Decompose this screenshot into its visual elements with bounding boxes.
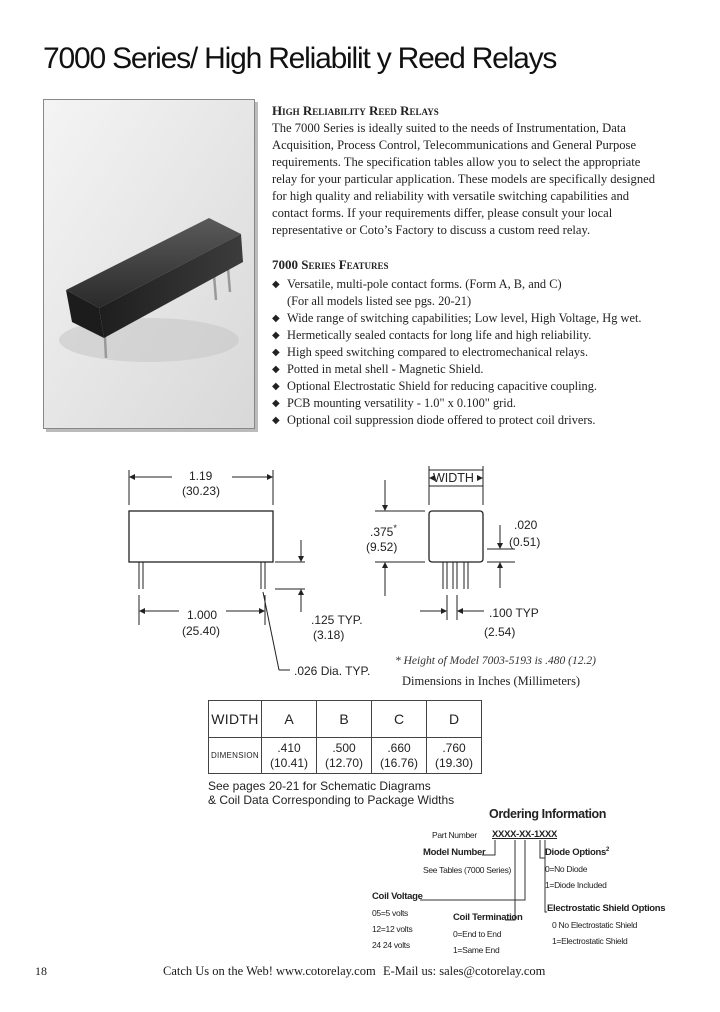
part-number-label: Part Number <box>432 830 477 840</box>
feature-item: ◆ Optional coil suppression diode offered to protect coil drivers. <box>272 413 596 427</box>
ordering-title: Ordering Information <box>489 807 607 821</box>
coil-termination-option: 0=End to End <box>453 929 502 939</box>
height-mm: (9.52) <box>366 540 398 554</box>
shield-option: 1=Electrostatic Shield <box>552 936 628 946</box>
table-cell: .500 (12.70) <box>317 738 372 774</box>
table-header-cell: B <box>317 701 372 738</box>
standoff-mm: (0.51) <box>509 535 541 549</box>
grid-inches: .100 TYP <box>489 606 539 620</box>
units-note: Dimensions in Inches (Millimeters) <box>402 674 581 688</box>
intro-heading: High Reliability Reed Relays <box>272 103 439 118</box>
page-number: 18 <box>35 964 47 978</box>
diode-option: 0=No Diode <box>545 864 588 874</box>
width-label: WIDTH <box>433 471 474 485</box>
pin-length-mm: (3.18) <box>313 628 345 642</box>
table-cell: .410 (10.41) <box>262 738 317 774</box>
feature-item: ◆ Wide range of switching capabilities; Low level, High Voltage, Hg wet. <box>272 311 642 325</box>
model-number-note: See Tables (7000 Series) <box>423 865 512 875</box>
coil-termination-option: 1=Same End <box>453 945 500 955</box>
height-note: * Height of Model 7003-5193 is .480 (12.2) <box>395 655 596 667</box>
length-inches: 1.19 <box>189 469 213 483</box>
bullet-icon: ◆ <box>272 313 280 324</box>
part-number-code: XXXX-XX-1XXX <box>492 829 558 840</box>
feature-item: ◆ Potted in metal shell - Magnetic Shield. <box>272 362 484 376</box>
feature-item: ◆ High speed switching compared to electromechanical relays. <box>272 345 589 359</box>
footer-web-link[interactable]: Catch Us on the Web! www.cotorelay.com <box>163 964 376 978</box>
pin-length-inches: .125 TYP. <box>311 613 363 627</box>
bullet-icon: ◆ <box>272 415 280 426</box>
features-heading: 7000 Series Features <box>272 257 389 272</box>
grid-mm: (2.54) <box>484 625 516 639</box>
feature-item: ◆ Optional Electrostatic Shield for reducing capacitive coupling. <box>272 379 598 393</box>
table-header-cell: C <box>372 701 427 738</box>
table-row-label: DIMENSION <box>209 738 262 774</box>
coil-voltage-title: Coil Voltage <box>372 891 423 902</box>
height-inches: .375* <box>370 523 397 539</box>
pin-diameter: .026 Dia. TYP. <box>294 664 371 678</box>
shield-option: 0 No Electrostatic Shield <box>552 920 638 930</box>
shield-options-title: Electrostatic Shield Options <box>547 903 666 914</box>
model-number-label: Model Number <box>423 847 486 858</box>
feature-item: ◆ PCB mounting versatility - 1.0" x 0.100" grid. <box>272 396 517 410</box>
bullet-icon: ◆ <box>272 279 280 290</box>
table-cell: .760 (19.30) <box>427 738 482 774</box>
feature-item: ◆ Versatile, multi-pole contact forms. (Form A, B, and C) <box>272 277 562 291</box>
bullet-icon: ◆ <box>272 381 280 392</box>
table-header-label: WIDTH <box>209 701 262 738</box>
diode-option: 1=Diode Included <box>545 880 607 890</box>
coil-voltage-option: 24 24 volts <box>372 940 410 950</box>
bullet-icon: ◆ <box>272 347 280 358</box>
feature-item: ◆ Hermetically sealed contacts for long life and high reliability. <box>272 328 592 342</box>
table-cell: .660 (16.76) <box>372 738 427 774</box>
pin-spacing-mm: (25.40) <box>182 624 221 638</box>
standoff-inches: .020 <box>514 518 538 532</box>
bullet-icon: ◆ <box>272 398 280 409</box>
diode-options-title: Diode Options$^2$ <box>545 847 610 859</box>
table-header-cell: A <box>262 701 317 738</box>
bullet-icon: ◆ <box>272 330 280 341</box>
length-mm: (30.23) <box>182 484 221 498</box>
footer-email-link[interactable]: E-Mail us: sales@cotorelay.com <box>383 964 546 978</box>
page-title: 7000 Series/ High Reliabilit y Reed Relays <box>43 42 557 75</box>
intro-paragraph: The 7000 Series is ideally suited to the needs of Instrumentation, Data Acquisition, Process Control, Telecommunications and General Purpose requirements. The specification tables allow you to select the appropriate relay for your particular application. These models are specifically designed for high quality and reliability with versatile switching capabilities and contact forms. If your requirements differ, please consult your local representative or Coto’s Factory to discuss a custom reed relay. <box>272 121 656 237</box>
bullet-icon: ◆ <box>272 364 280 375</box>
coil-voltage-option: 12=12 volts <box>372 924 413 934</box>
coil-termination-title: Coil Termination <box>453 912 523 923</box>
see-pages-note: See pages 20-21 for Schematic Diagrams & Coil Data Corresponding to Package Widths <box>208 779 455 807</box>
coil-voltage-option: 05=5 volts <box>372 908 408 918</box>
pin-spacing-inches: 1.000 <box>187 608 218 622</box>
feature-item: (For all models listed see pgs. 20-21) <box>287 294 472 308</box>
table-header-cell: D <box>427 701 482 738</box>
